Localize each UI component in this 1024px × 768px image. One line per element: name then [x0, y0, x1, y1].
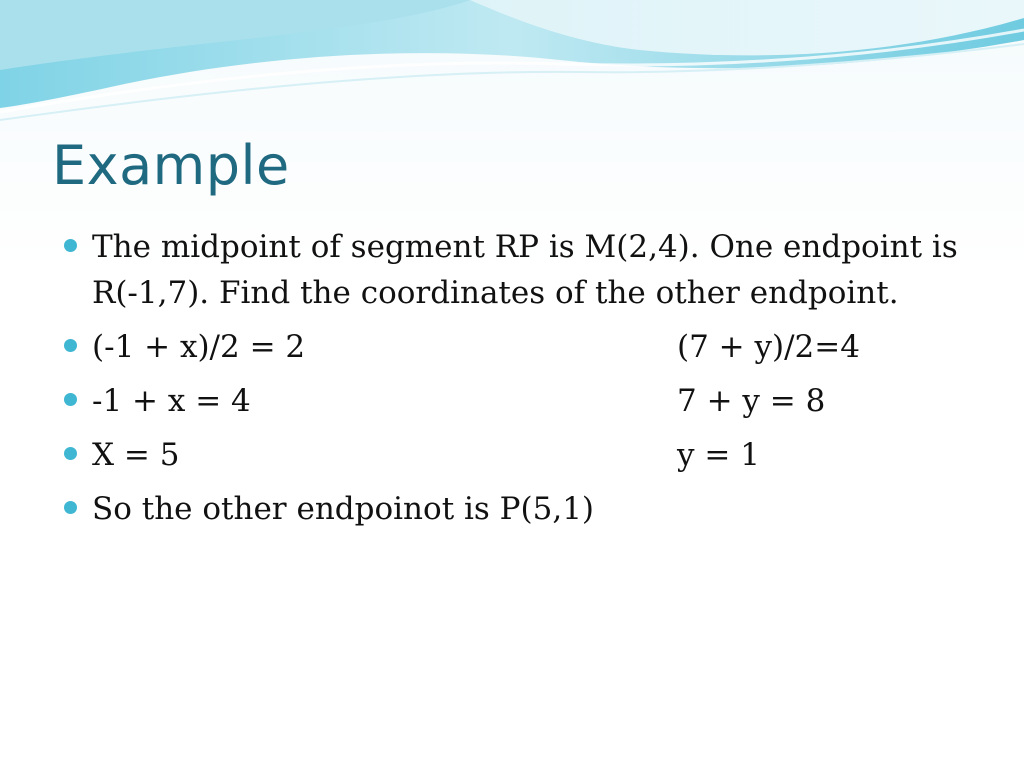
- equation-y: y = 1: [677, 437, 760, 473]
- bullet-icon: [64, 393, 77, 406]
- bullet-text: So the other endpoinot is P(5,1): [92, 491, 595, 527]
- header-wave-decoration: [0, 0, 1024, 130]
- bullet-icon: [64, 501, 77, 514]
- bullet-step-2: [64, 378, 964, 424]
- equation-x: X = 5: [92, 437, 180, 473]
- bullet-icon: [64, 239, 77, 252]
- bullet-list: [64, 224, 964, 540]
- bullet-icon: [64, 447, 77, 460]
- bullet-icon: [64, 339, 77, 352]
- bullet-text: The midpoint of segment RP is M(2,4). One endpoint is R(-1,7). Find the coordinates of the other endpoint.: [92, 229, 958, 311]
- equation-x: -1 + x = 4: [92, 383, 251, 419]
- bullet-conclusion: [64, 486, 964, 532]
- equation-x: (-1 + x)/2 = 2: [92, 329, 306, 365]
- bullet-step-3: [64, 432, 964, 478]
- slide-title: Example: [52, 134, 290, 197]
- equation-y: 7 + y = 8: [677, 383, 826, 419]
- bullet-problem-statement: [64, 224, 964, 316]
- equation-y: (7 + y)/2=4: [677, 329, 860, 365]
- bullet-step-1: [64, 324, 964, 370]
